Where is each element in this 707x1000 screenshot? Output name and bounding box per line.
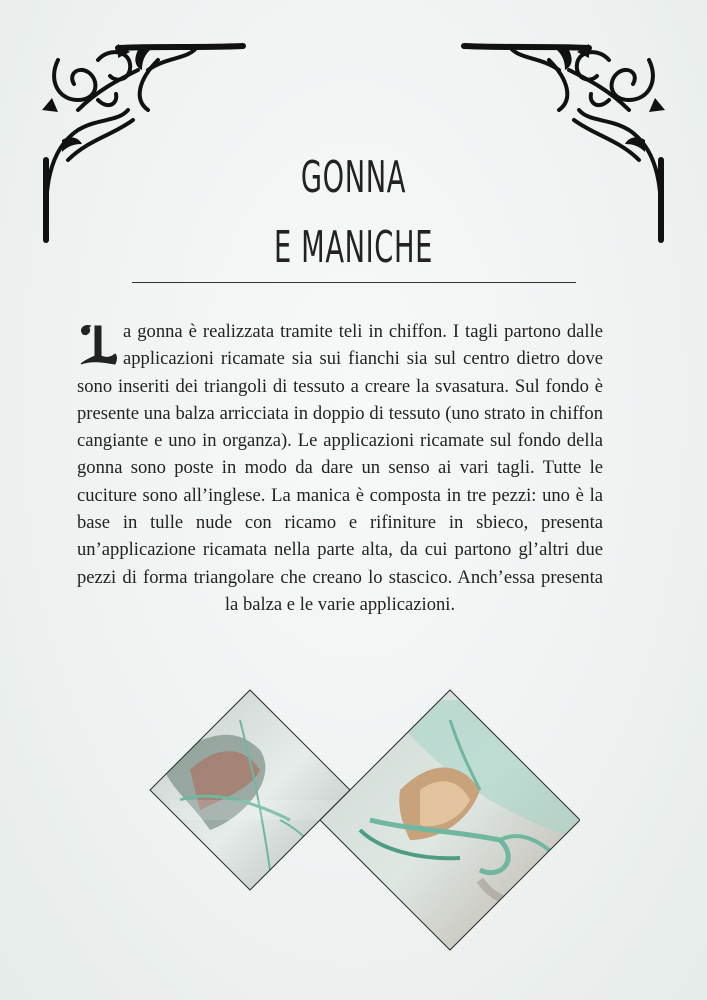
page-title-line-1: GONNA [300, 152, 407, 203]
page-title-line-2: E MANICHE [274, 222, 433, 273]
title-divider [132, 282, 576, 283]
corner-ornament-right-icon [459, 40, 669, 250]
body-paragraph [77, 318, 603, 618]
embroidery-photos [120, 680, 580, 960]
corner-ornament-left-icon [38, 40, 248, 250]
body-text: a gonna è realizzata tramite teli in chiffon. I tagli partono dalle applicazioni ricamate sia sui fianchi sia sul centro dietro dove sono inseriti dei triangoli di tessuto a creare la svasatura. Sul fondo è presente una balza arricciata in doppio di tessuto (uno strato in chiffon cangiante e uno in organza). Le applicazioni ricamate sul fondo della gonna sono poste in modo da dare un senso ai vari tagli. Tutte le cuciture sono all’inglese. La manica è composta in tre pezzi: uno è la base in tulle nude con ricamo e rifiniture in sbieco, presenta un’applicazione ricamata nella parte alta, da cui partono gl’altri due pezzi di forma triangolare che creano lo stascico. Anch’essa presenta la balza e le varie applicazioni. [77, 321, 603, 615]
photo-right [320, 680, 580, 960]
dropcap-letter-l-icon [77, 322, 119, 366]
